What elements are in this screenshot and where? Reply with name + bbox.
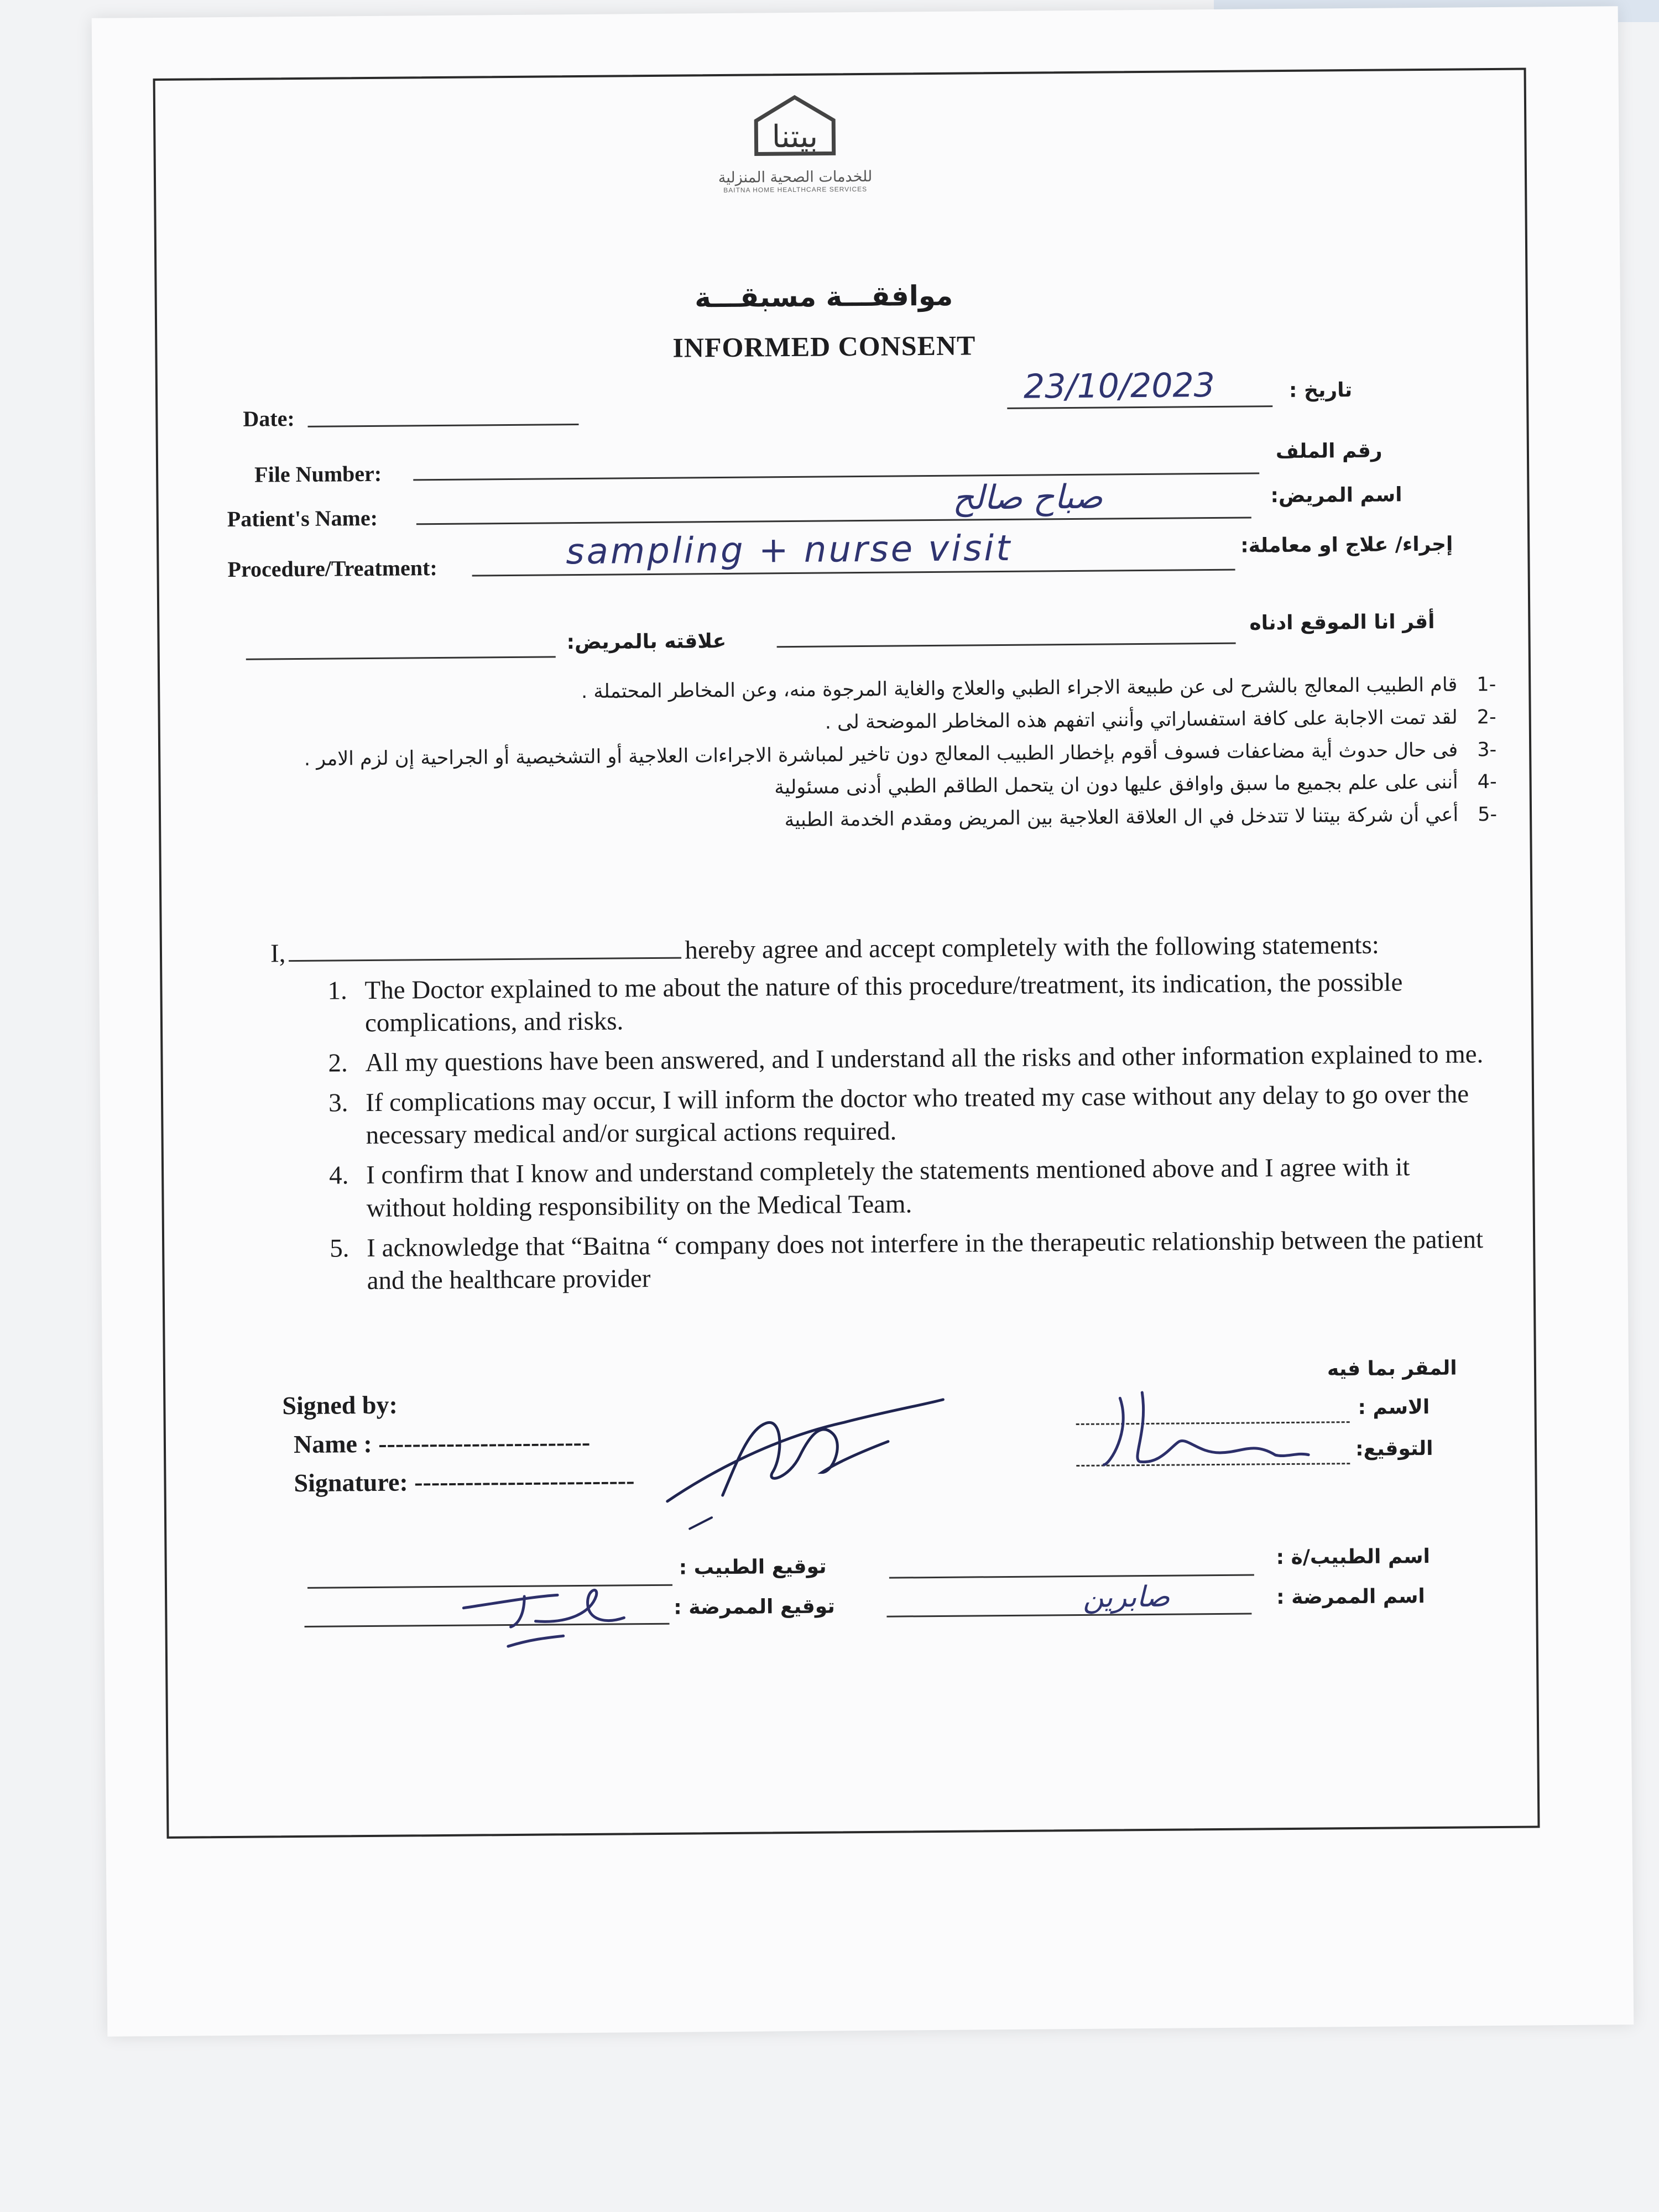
procedure-label: Procedure/Treatment: xyxy=(227,555,437,582)
title-english: INFORMED CONSENT xyxy=(672,330,976,363)
patient-name-handwritten-value[interactable]: صباح صالح xyxy=(952,477,1103,518)
english-statement-3: 3. If complications may occur, I will inform the doctor who treated my case without any delay to go over the necessary medical and/or surgical actions required. xyxy=(354,1078,1489,1152)
english-statement-1: 1. The Doctor explained to me about the nature of this procedure/treatment, its indication, the possible complications, and risks. xyxy=(353,966,1488,1040)
intro-prefix: I, xyxy=(270,939,286,968)
arabic-statement-3: -3فى حال حدوث أية مضاعفات فسوف أقوم بإخطار الطبيب المعالج دون تاخير لمباشرة الاجراءات العلاجية أو التشخيصية أو الجراحية إن لزم الامر . xyxy=(304,738,1497,770)
patient-name-label-arabic: اسم المريض: xyxy=(1270,483,1402,508)
logo-english-tagline: BAITNA HOME HEALTHCARE SERVICES xyxy=(723,185,868,194)
logo-arabic-tagline: للخدمات الصحية المنزلية xyxy=(718,168,873,187)
arabic-statements-list xyxy=(263,671,1497,843)
signed-by-name-field[interactable]: Name : ------------------------- xyxy=(293,1427,591,1459)
nurse-signature-scribble xyxy=(458,1573,641,1652)
english-statements-list xyxy=(270,966,1490,1298)
signed-by-heading: Signed by: xyxy=(282,1390,398,1420)
english-statement-4: 4. I confirm that I know and understand completely the statements mentioned above and I agree with it without holding responsibility on the Medical Team. xyxy=(355,1150,1489,1225)
relation-label-arabic: علاقته بالمريض: xyxy=(566,629,727,654)
name-fill-line[interactable] xyxy=(289,957,682,962)
consent-form-paper xyxy=(92,6,1634,2037)
english-statement-5: 5. I acknowledge that “Baitna “ company does not interfere in the therapeutic relationship between the patient and the healthcare provider xyxy=(356,1223,1490,1298)
date-label: Date: xyxy=(243,406,295,431)
nurse-name-handwritten-value[interactable]: صابرين xyxy=(1082,1580,1170,1614)
arabic-statement-1: -1قام الطبيب المعالج بالشرح لى عن طبيعة الاجراء الطبي والعلاج والغاية المرجوة منه، وعن المخاطر المحتملة . xyxy=(581,673,1496,703)
date-label-arabic: تاريخ : xyxy=(1288,379,1353,402)
acknowledger-signature-label-arabic: التوقيع: xyxy=(1355,1437,1433,1461)
date-handwritten-value[interactable]: 23/10/2023 xyxy=(1023,366,1215,406)
logo-mark: بيتنا xyxy=(771,118,818,155)
signed-by-signature-field[interactable]: Signature: -------------------------- xyxy=(294,1466,635,1498)
baitna-logo xyxy=(695,87,895,227)
procedure-label-arabic: إجراء/ علاج او معاملة: xyxy=(1240,533,1453,557)
arabic-statement-2: -2لقد تمت الاجابة على كافة استفساراتي وأنني اتفهم هذه المخاطر الموضحة لى . xyxy=(825,706,1496,734)
nurse-signature-label-arabic: توقيع الممرضة : xyxy=(674,1595,836,1619)
acknowledger-name-label-arabic: الاسم : xyxy=(1358,1395,1430,1419)
doctor-name-label-arabic: اسم الطبيب/ة : xyxy=(1276,1545,1431,1569)
file-number-label: File Number: xyxy=(254,461,382,487)
intro-suffix: hereby agree and accept completely with the following statements: xyxy=(685,930,1380,965)
patient-name-label: Patient's Name: xyxy=(227,505,378,531)
doctor-signature-label-arabic: توقيع الطبيب : xyxy=(679,1555,827,1579)
arabic-statement-4: -4أننى على علم بجميع ما سبق واوافق عليها دون ان يتحمل الطاقم الطبي أدنى مسئولية xyxy=(774,771,1497,799)
doctor-signature-scribble xyxy=(655,1389,955,1535)
english-statement-2: 2. All my questions have been answered, and I understand all the risks and other information explained to me. xyxy=(354,1038,1488,1080)
undersigned-label-arabic: أقر انا الموقع ادناه xyxy=(1249,610,1435,635)
english-statements-block xyxy=(270,928,1490,1305)
file-number-label-arabic: رقم الملف xyxy=(1275,439,1383,463)
nurse-name-label-arabic: اسم الممرضة : xyxy=(1276,1585,1425,1609)
patient-signature-scribble xyxy=(1087,1380,1342,1481)
arabic-statement-5: -5أعي أن شركة بيتنا لا تتدخل في ال العلاقة العلاجية بين المريض ومقدم الخدمة الطبية xyxy=(784,803,1498,832)
house-logo-icon xyxy=(734,87,856,171)
procedure-handwritten-value[interactable]: sampling + nurse visit xyxy=(566,528,1013,573)
title-arabic: موافقـــة مسبقـــة xyxy=(694,279,953,314)
acknowledger-heading-arabic: المقر بما فيه xyxy=(1327,1357,1457,1381)
